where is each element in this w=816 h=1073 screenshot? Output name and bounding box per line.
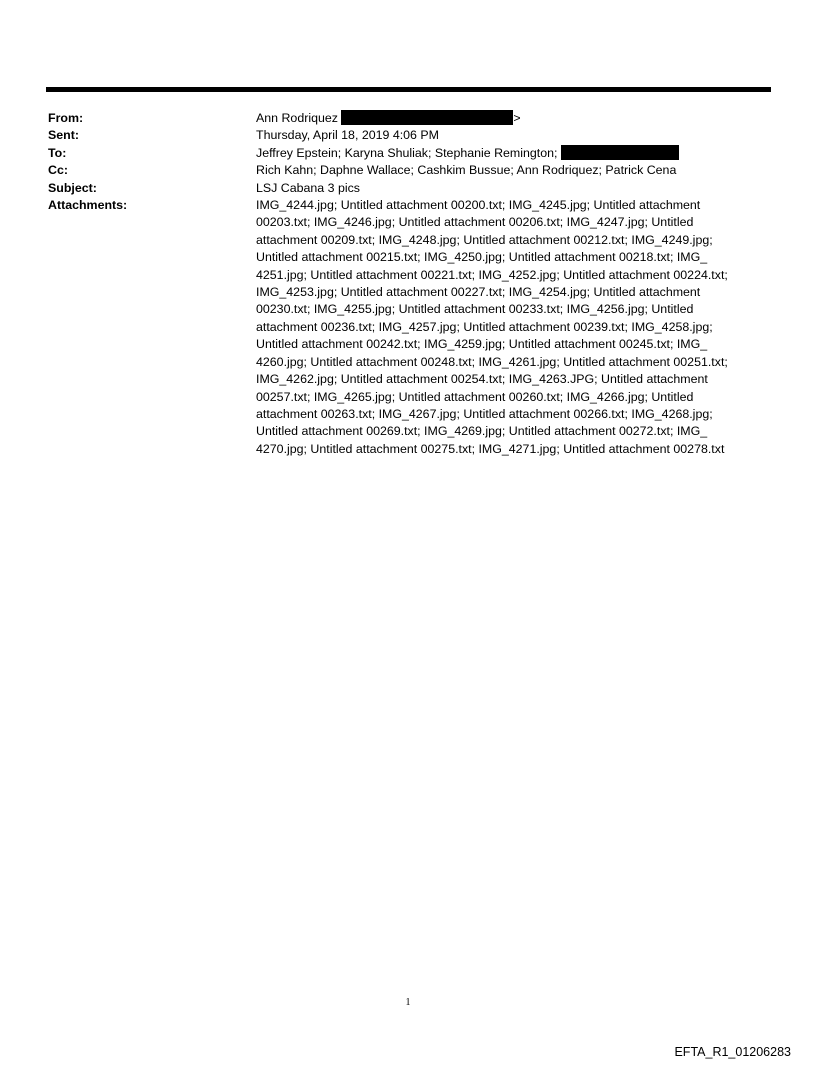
subject-row bbox=[48, 180, 772, 197]
from-label: From: bbox=[48, 111, 84, 125]
cc-label: Cc: bbox=[48, 163, 68, 178]
sent-value: Thursday, April 18, 2019 4:06 PM bbox=[256, 128, 439, 143]
recipients: Jeffrey Epstein; Karyna Shuliak; Stephanie Remington; bbox=[256, 145, 558, 160]
from-trailing: > bbox=[513, 111, 521, 125]
page-number: 1 bbox=[405, 997, 411, 1008]
email-header bbox=[48, 110, 772, 458]
header-rule bbox=[46, 87, 771, 92]
subject-label: Subject: bbox=[48, 180, 97, 195]
bates-number: EFTA_R1_01206283 bbox=[674, 1045, 791, 1059]
sent-row bbox=[48, 127, 772, 144]
attachment-line: 4260.jpg; Untitled attachment 00248.txt; IMG_4261.jpg; Untitled attachment 00251.txt; bbox=[256, 354, 728, 369]
cc-row bbox=[48, 162, 772, 179]
attachment-line: 4251.jpg; Untitled attachment 00221.txt; IMG_4252.jpg; Untitled attachment 00224.txt; bbox=[256, 267, 728, 282]
redaction-box bbox=[341, 110, 513, 125]
subject-value: LSJ Cabana 3 pics bbox=[256, 180, 361, 195]
from-row bbox=[48, 110, 772, 127]
sender-name: Ann Rodriquez bbox=[256, 111, 338, 125]
attachment-line: 4270.jpg; Untitled attachment 00275.txt; IMG_4271.jpg; Untitled attachment 00278.txt bbox=[256, 441, 725, 456]
attachment-line: 00257.txt; IMG_4265.jpg; Untitled attachment 00260.txt; IMG_4266.jpg; Untitled bbox=[256, 389, 694, 404]
attachment-line: IMG_4244.jpg; Untitled attachment 00200.txt; IMG_4245.jpg; Untitled attachment bbox=[256, 198, 701, 213]
attachment-line: Untitled attachment 00215.txt; IMG_4250.jpg; Untitled attachment 00218.txt; IMG_ bbox=[256, 250, 708, 265]
attachment-line: attachment 00209.txt; IMG_4248.jpg; Untitled attachment 00212.txt; IMG_4249.jpg; bbox=[256, 232, 713, 247]
to-value bbox=[256, 145, 772, 162]
attachment-line: attachment 00263.txt; IMG_4267.jpg; Untitled attachment 00266.txt; IMG_4268.jpg; bbox=[256, 406, 713, 421]
attachments-label: Attachments: bbox=[48, 198, 128, 213]
from-value bbox=[256, 110, 772, 127]
attachment-line: attachment 00236.txt; IMG_4257.jpg; Untitled attachment 00239.txt; IMG_4258.jpg; bbox=[256, 319, 713, 334]
redaction-box bbox=[561, 145, 679, 160]
attachment-line: IMG_4253.jpg; Untitled attachment 00227.txt; IMG_4254.jpg; Untitled attachment bbox=[256, 285, 701, 300]
attachments-row bbox=[48, 197, 772, 458]
attachment-line: IMG_4262.jpg; Untitled attachment 00254.txt; IMG_4263.JPG; Untitled attachment bbox=[256, 372, 708, 387]
attachments-list bbox=[256, 197, 772, 458]
sent-label: Sent: bbox=[48, 128, 79, 143]
attachment-line: 00203.txt; IMG_4246.jpg; Untitled attachment 00206.txt; IMG_4247.jpg; Untitled bbox=[256, 215, 694, 230]
cc-value: Rich Kahn; Daphne Wallace; Cashkim Bussue; Ann Rodriquez; Patrick Cena bbox=[256, 163, 677, 178]
attachment-line: 00230.txt; IMG_4255.jpg; Untitled attachment 00233.txt; IMG_4256.jpg; Untitled bbox=[256, 302, 694, 317]
to-row bbox=[48, 145, 772, 162]
attachment-line: Untitled attachment 00242.txt; IMG_4259.jpg; Untitled attachment 00245.txt; IMG_ bbox=[256, 337, 708, 352]
to-label: To: bbox=[48, 145, 67, 160]
attachment-line: Untitled attachment 00269.txt; IMG_4269.jpg; Untitled attachment 00272.txt; IMG_ bbox=[256, 424, 708, 439]
